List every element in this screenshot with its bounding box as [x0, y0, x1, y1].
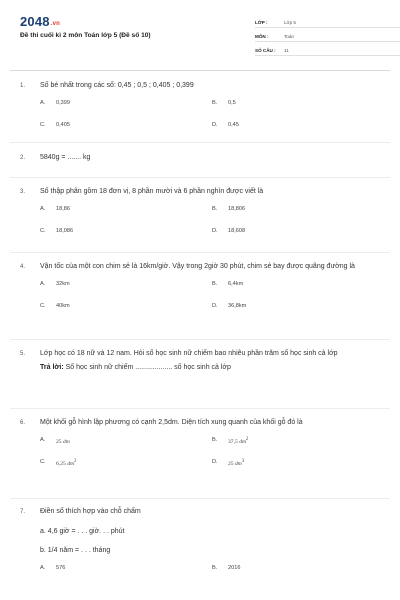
option-value: 18,86 [56, 206, 70, 212]
question-5 [20, 348, 380, 374]
options [20, 437, 380, 477]
options [20, 206, 380, 246]
question-6 [20, 417, 380, 477]
option-value: 18,608 [228, 228, 246, 234]
question-text: Số bé nhất trong các số: 0,45 ; 0,5 ; 0,405 ; 0,399 [40, 82, 194, 89]
option-a[interactable] [40, 565, 65, 571]
option-letter: A. [40, 100, 46, 106]
meta-value: Lớp 5 [284, 20, 296, 25]
answer-line[interactable] [20, 362, 380, 374]
option-letter: B. [212, 100, 218, 106]
option-b[interactable] [212, 100, 236, 106]
option-value: 37,5 $dm^2$ [228, 437, 249, 445]
options [20, 281, 380, 321]
option-value: 40km [56, 303, 70, 309]
meta-row-subject [255, 30, 400, 42]
option-value: 18,086 [56, 228, 74, 234]
meta-label: LỚP : [255, 20, 268, 25]
option-value: 25 $dm^3$ [228, 459, 245, 467]
meta-row-class [255, 16, 400, 28]
question-text: Vận tốc của một con chim sẻ là 16km/giờ. Vậy trong 2giờ 30 phút, chim sẻ bay được quãng đường là [40, 263, 355, 270]
option-letter: B. [212, 437, 218, 443]
option-letter: A. [40, 437, 46, 443]
exam-header [20, 12, 380, 60]
options [20, 100, 380, 140]
option-value: 2016 [228, 565, 241, 571]
option-value: 0,405 [56, 122, 70, 128]
option-b[interactable] [212, 565, 240, 571]
option-letter: D. [212, 122, 218, 128]
option-letter: C. [40, 459, 46, 465]
option-a[interactable] [40, 206, 70, 212]
option-d[interactable] [212, 228, 245, 234]
question-separator [10, 252, 390, 253]
option-d[interactable] [212, 303, 246, 309]
meta-label: MÔN : [255, 34, 269, 39]
option-a[interactable] [40, 281, 70, 287]
option-letter: A. [40, 281, 46, 287]
option-c[interactable] [40, 228, 73, 234]
question-number: 1. [20, 83, 26, 89]
option-d[interactable] [212, 459, 244, 467]
question-4 [20, 261, 380, 321]
option-a[interactable] [40, 100, 70, 106]
answer-label: Trả lời: [40, 364, 64, 371]
option-letter: D. [212, 228, 218, 234]
logo-text: 2048 [20, 14, 50, 29]
option-value: 18,806 [228, 206, 246, 212]
header-divider [10, 70, 390, 71]
question-separator [10, 498, 390, 499]
option-b[interactable] [212, 206, 245, 212]
exam-title: Đề thi cuối kì 2 môn Toán lớp 5 (Đề số 10) [20, 32, 151, 39]
logo-suffix: .vn [50, 21, 61, 27]
option-c[interactable] [40, 303, 70, 309]
option-value: 6,25 $dm^2$ [56, 459, 77, 467]
option-letter: B. [212, 206, 218, 212]
question-number: 7. [20, 509, 26, 515]
question-text[interactable]: 5840g = ....... kg [40, 154, 91, 161]
option-letter: B. [212, 565, 218, 571]
fill-line-a[interactable]: a. 4,6 giờ = . . . giờ. . . phút [40, 528, 125, 535]
option-value: 576 [56, 565, 66, 571]
option-a[interactable] [40, 437, 70, 445]
question-number: 4. [20, 264, 26, 270]
option-value: 36,8km [228, 303, 247, 309]
meta-value: 11 [284, 48, 289, 53]
option-b[interactable] [212, 437, 248, 445]
option-b[interactable] [212, 281, 243, 287]
option-letter: D. [212, 303, 218, 309]
option-value: 32km [56, 281, 70, 287]
option-value: 6,4km [228, 281, 244, 287]
question-number: 3. [20, 189, 26, 195]
answer-text: Số học sinh nữ chiếm ................... số học sinh cả lớp [65, 364, 231, 371]
meta-row-count [255, 44, 400, 56]
question-3 [20, 186, 380, 246]
question-text: Điền số thích hợp vào chỗ chấm [40, 508, 141, 515]
question-text: Số thập phân gồm 18 đơn vị, 8 phần mười và 6 phần nghìn được viết là [40, 188, 264, 195]
option-letter: A. [40, 206, 46, 212]
option-value: 0,45 [228, 122, 239, 128]
option-value: 25 dm [56, 438, 70, 445]
question-number: 5. [20, 351, 26, 357]
option-letter: A. [40, 565, 46, 571]
fill-line-b[interactable]: b. 1/4 năm = . . . tháng [40, 547, 111, 554]
question-2 [20, 152, 380, 164]
option-letter: D. [212, 459, 218, 465]
option-letter: C. [40, 228, 46, 234]
option-c[interactable] [40, 122, 70, 128]
meta-label: SỐ CÂU : [255, 48, 276, 53]
option-letter: B. [212, 281, 218, 287]
site-logo[interactable] [20, 14, 60, 29]
question-7 [20, 506, 380, 579]
option-value: 0,5 [228, 100, 236, 106]
question-1 [20, 80, 380, 140]
question-text: Một khối gỗ hình lập phương có cạnh 2,5dm. Diện tích xung quanh của khối gỗ đó là [40, 419, 303, 426]
question-separator [10, 408, 390, 409]
question-number: 6. [20, 420, 26, 426]
question-separator [10, 339, 390, 340]
meta-value: Toán [284, 34, 294, 39]
question-number: 2. [20, 155, 26, 161]
question-text: Lớp học có 18 nữ và 12 nam. Hỏi số học sinh nữ chiếm bao nhiêu phần trăm số học sinh cả lớp [40, 350, 338, 357]
exam-meta [255, 16, 400, 58]
question-separator [10, 177, 390, 178]
option-letter: C. [40, 303, 46, 309]
question-separator [10, 142, 390, 143]
option-d[interactable] [212, 122, 239, 128]
option-letter: C. [40, 122, 46, 128]
options [20, 565, 380, 579]
option-c[interactable] [40, 459, 76, 467]
option-value: 0,399 [56, 100, 70, 106]
